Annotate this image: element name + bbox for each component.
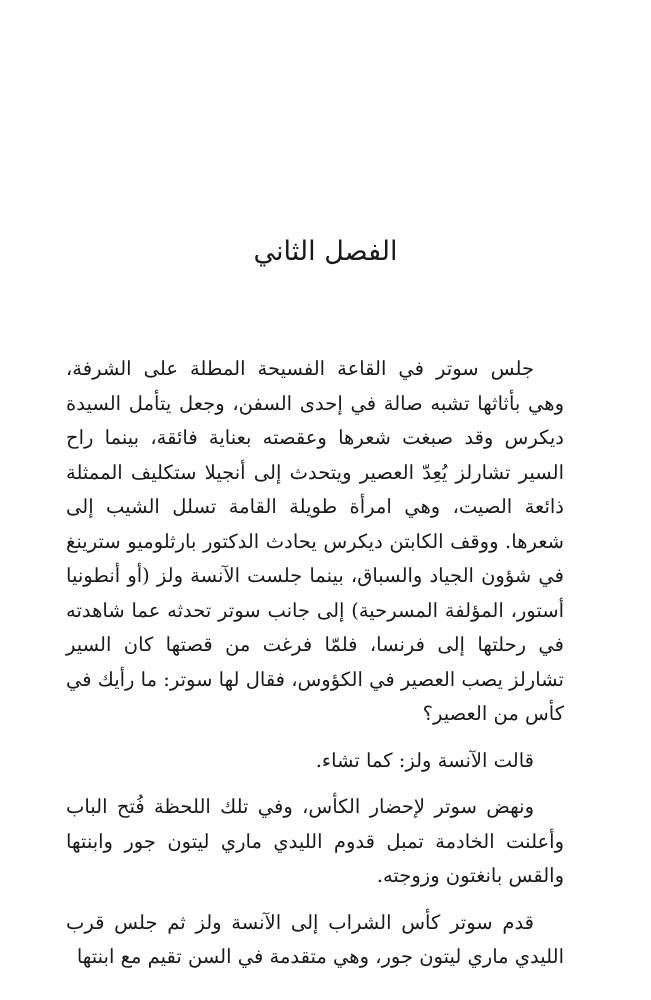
chapter-title: الفصل الثاني: [253, 236, 398, 267]
paragraph-4: قدم سوتر كأس الشراب إلى الآنسة ولز ثم جلس قرب الليدي ماري ليتون جور، وهي متقدمة في السن تقيم مع ابنتها: [66, 910, 564, 968]
paragraph-3: ونهض سوتر لإحضار الكأس، وفي تلك اللحظة فُتح الباب وأعلنت الخادمة تمبل قدوم الليدي ماري ليتون جور وابنتها والقس بانغتون وزوجته.: [66, 795, 564, 887]
paragraph-1: جلس سوتر في القاعة الفسيحة المطلة على الشرفة، وهي بأثاثها تشبه صالة في إحدى السفن، وجعل يتأمل السيدة ديكرس وقد صبغت شعرها وعقصته بعناية فائقة، بينما راح السير تشارلز يُعِدّ العصير ويتحدث إلى أنجيلا ستكليف الممثلة ذائعة الصيت، وهي امرأة طويلة القامة تسلل الشيب إلى شعرها. ووقف الكابتن ديكرس يحادث الدكتور بارثلوميو سترينغ في شؤون الجياد والسباق، بينما جلست الآنسة ولز (أو أنطونيا أستور، المؤلفة المسرحية) إلى جانب سوتر تحدثه عما شاهدته في رحلتها إلى فرنسا، فلمّا فرغت من قصتها كان السير تشارلز يصب العصير في الكؤوس، فقال لها سوتر: ما رأيك في كأس من العصير؟: [66, 357, 564, 725]
paragraph-2: قالت الآنسة ولز: كما تشاء.: [315, 748, 534, 772]
chapter-body: [66, 352, 564, 987]
